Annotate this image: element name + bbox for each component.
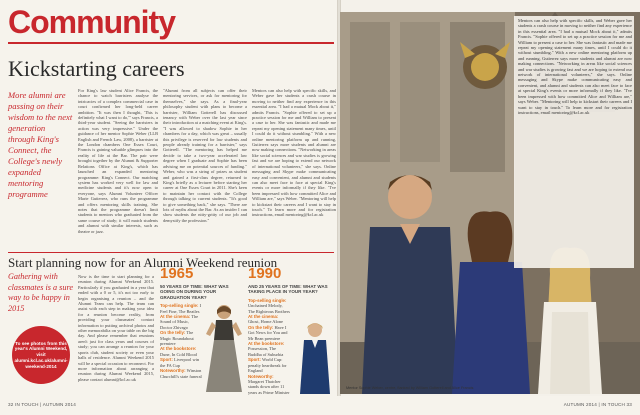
fact-label: At the cinema: [248, 314, 279, 320]
fact-label: Top-selling single: [160, 303, 199, 309]
reunion-body: Now is the time to start planning for a reunion during Alumni Weekend 2015. Particularly if you graduated in a year that ended with a 0 or 5, it's not too early to begin organising a reunion – and the Alumni Team can help. The team can assist with each step in making your idea for a reunion become reality, from providing your classmates' contact information to putting archival photos and other memorabilia on your table on the big day. And please remember that reunions aren't just for class years and courses of study; you can arrange a reunion for your sports club, student society or even your halls of residence. Alumni Weekend 2015 will be a special occasion to reconnect. For more information about arranging a reunion during Alumni Weekend 2015, please contact alumni@kcl.ac.uk [78, 274, 154, 382]
fact-text: Have I Got News for You and Mr Bean premiere [248, 324, 288, 341]
year-intro: 50 YEARS OF TIME: WHAT WAS GOING ON DURING YOUR GRADUATION YEAR? [160, 284, 229, 300]
fact-label: Noteworthy: [248, 373, 274, 379]
fact-label: Sport: [248, 357, 261, 363]
fact-label: At the bookstore: [160, 346, 197, 352]
article-column-1: For King's law student Alice Francis, the chance to watch barristers analyse the intricacies of a complex commercial case in court confirmed her long-held career ambition. "It was then I thought, 'This is definitely what I want to do,'" says Francis, a third-year student. "Seeing the barristers in action was very impressive." Under the guidance of her mentor Sophie Weber (LLB English and French Law, 2008), a barrister at the London chambers One Essex Court, Francis is gaining valuable glimpses into the reality of life at the Bar. The pair were brought together by the Alumni & Supporter Relations Office at King's, which has launched an expanded mentoring programme: King's Connect. Our matching system has worked very well for law and medicine students and it's now open to everyone, says Alumni Volunteer Officer Marie Gutierrez, who runs the programme and offers mentoring skills training. She notes that the programme doesn't limit students to mentors who graduated from the same course of study; it will match students and alumni with similar interests, such as theatre or jazz. [78, 88, 158, 234]
year-heading: 1965 [160, 266, 194, 282]
fact-item [248, 325, 290, 341]
fact-label: At the bookstore: [248, 341, 285, 347]
fact-item [160, 303, 202, 314]
fact-label: On the telly: [248, 324, 274, 330]
fact-item [248, 298, 290, 314]
title-rule [8, 42, 334, 44]
section-title: Community [8, 4, 175, 40]
fact-text: I Feel Fine, The Beatles [160, 303, 202, 314]
fact-text: The Magic Roundabout premiere [160, 330, 194, 347]
article-column-3: Mentors can also help with specific skills, and Weber gave her students a crash course in moving to neither find any experience in this essential area. "I had a mutual Mock about it," admits Francis. "Sophie offered to set up a practice session for me and William to present a case to her. She was fantastic and made me repeat my opening statement many times, until I could do it without stumbling." With a new online mentoring platform up and running, Gutierrez says more students and alumni are now making connections. "Networking in areas like social sciences and war studies is growing fast and we are hoping to extend our network of international volunteers," she says. Online messaging and Skype make communicating easy and convenient, and alumni and students can also meet face to face at special King's events or more informally if they like. "I've been impressed with how committed Alice and William are," says Weber. "Mentoring will help to kickstart their careers and I want to stay in touch." To learn more and for registration instructions, email mentoring@kcl.ac.uk [252, 88, 336, 218]
fact-text: The Sound of Music, Doctor Zhivago [160, 314, 199, 330]
fact-text: Ghost, Home Alone [248, 319, 284, 325]
folio-right: AUTUMN 2014 | IN TOUCH 33 [563, 402, 632, 407]
fact-text: World Cup: penalty heartbreak for England [248, 357, 287, 374]
fact-text: Winston Churchill's state funeral [160, 368, 202, 379]
article-deck: More alumni are passing on their wisdom to the next generation through King's Connect, the College's newly expanded mentoring programme [8, 90, 73, 199]
fact-text: Unchained Melody, The Righteous Brothers [248, 303, 290, 314]
article-column-continued: Mentors can also help with specific skills, and Weber gave her students a crash course in moving to neither find any experience in this essential area. "I had a mutual Mock about it," admits Francis. "Sophie offered to set up a practice session for me and William to present a case to her. She was fantastic and made me repeat my opening statement many times, until I could do it without stumbling." With a new online mentoring platform up and running, Gutierrez says more students and alumni are now making connections. "Networking in areas like social sciences and war studies is growing fast and we are hoping to extend our network of international volunteers," she says. Online messaging and Skype make communicating easy and convenient, and alumni and students can also meet face to face at special King's events or more informally if they like. "I've been impressed with how committed Alice and William are," says Weber. "Mentoring will help to kickstart their careers and I want to stay in touch." To learn more and for registration instructions, email mentoring@kcl.ac.uk [518, 18, 632, 115]
article-column-2: "Alumni from all subjects can offer their mentoring services, or ask for mentoring for themselves," she says. As a final-year philosophy student with plans to become a barrister, William Gotterell has discussed tenancy with Weber over the last year since their introduction at a matching event at King's. "I was allowed to shadow Sophie in her chambers for a day, which was great – usually this privilege is reserved for law students and people already training for a barrister," says Gotterell. "The mentoring has helped me decide to take a two-year accelerated law degree when I graduate and Sophie has been advising me on potential sources of funding." Weber, who was a string of prizes as student and gained a first-class degree, returned to King's briefly as a lecturer before starting her career at One Essex Court in 2011. She's keen to maintain her contact with the College through talking to current students. "It's good to give something back," she says. "There are lots of myths about the Bar. As an insider I can show students the nitty-gritty of our job and demystify the profession." [163, 88, 247, 223]
fact-item [160, 357, 202, 368]
year-facts [160, 303, 202, 379]
fact-item [248, 374, 290, 396]
fact-item [248, 341, 290, 357]
year-heading: 1990 [248, 266, 282, 282]
fact-label: Top-selling single: [248, 297, 287, 303]
margaret-thatcher-cutout-image [296, 318, 334, 394]
fact-item [160, 368, 202, 379]
fact-item [160, 314, 202, 330]
article-headline: Kickstarting careers [8, 56, 185, 81]
fact-label: On the telly: [160, 330, 186, 336]
fact-item [248, 357, 290, 373]
reunion-headline: Start planning now for an Alumni Weekend reunion [8, 255, 278, 270]
julie-andrews-cutout-image [204, 300, 244, 394]
fact-text: Margaret Thatcher stands down after 11 years as Prime Minister [248, 378, 290, 395]
fact-item [160, 330, 202, 346]
footer-bar [0, 396, 640, 415]
fact-item [248, 314, 290, 325]
fact-text: Dune, In Cold Blood [160, 351, 197, 357]
reunion-deck: Gathering with classmates is a sure way to be happy in 2015 [8, 272, 73, 313]
folio-left: 32 IN TOUCH | AUTUMN 2014 [8, 402, 77, 407]
year-facts [248, 298, 290, 395]
fact-label: Noteworthy: [160, 368, 186, 374]
fact-label: At the cinema: [160, 314, 191, 320]
fact-item [160, 346, 202, 357]
photos-callout-badge: To see photos from this year's Alumni Weekend, visit alumni.kcl.ac.uk/alumni-weekend-2014 [12, 326, 70, 384]
fact-text: Liverpool win the FA Cup [160, 357, 200, 368]
year-intro: AND 25 YEARS OF TIME: WHAT WAS TAKING PLACE IN YOUR YEAR? [248, 284, 328, 295]
photo-caption: Mentor Sophie Weber, centre, flanked by William Gotterell and Alice Francis [346, 386, 474, 390]
section-divider [8, 252, 334, 253]
fact-label: Sport: [160, 357, 173, 363]
fact-text: Possession, The Buddha of Suburbia [248, 346, 284, 357]
